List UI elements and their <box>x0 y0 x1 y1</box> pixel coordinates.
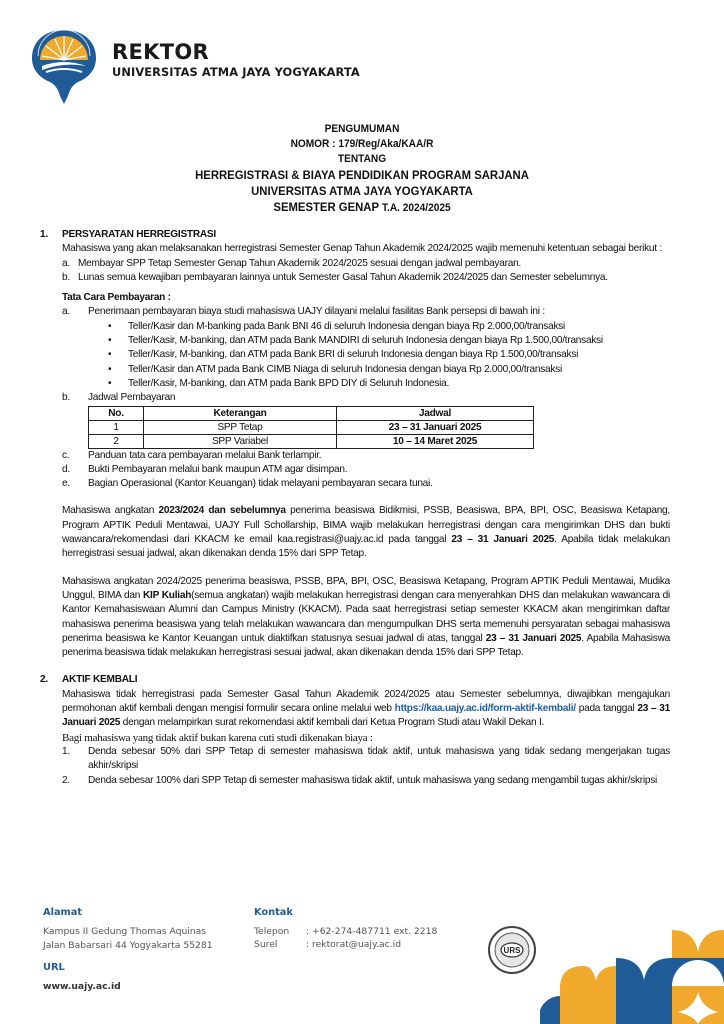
scholarship-paragraph-1: Mahasiswa angkatan 2023/2024 dan sebelumnya penerima beasiswa Bidikmisi, PSSB, Beasiswa, BPA, BPI, OSC, Beasiswa Ketapang, Program APTIK Peduli Mentawai, UAJY Full Schollarship, BIMA wajib melakukan herregistrasi dengan cara mengirimkan DHS dan bukti wawancara/rekomendasi dari KKACM ke email kaa.registrasi@uajy.ac.id pada tanggal 23 – 31 Januari 2025. Apabila tidak melakukan herregistrasi sesuai jadwal, akan dikenakan denda 15% dari SPP Tetap. <box>62 505 670 560</box>
address-line: Jalan Babarsari 44 Yogyakarta 55281 <box>43 940 213 951</box>
decorative-corner-pattern <box>540 900 724 1024</box>
email-label: Surel <box>254 939 278 950</box>
bullet-icon: • <box>108 363 112 375</box>
letterhead-title: REKTOR <box>112 40 209 64</box>
list-item: c. Panduan tata cara pembayaran melalui Bank terlampir. <box>62 449 322 461</box>
list-item: b. Jadwal Pembayaran <box>62 392 176 404</box>
table-row <box>89 434 534 448</box>
bullet-icon: • <box>108 320 112 332</box>
email-value[interactable]: : rektorat@uajy.ac.id <box>306 939 402 950</box>
section-2-title <box>40 673 670 687</box>
list-item: a. Membayar SPP Tetap Semester Genap Tahun Akademik 2024/2025 sesuai dengan jadwal pembayaran. <box>62 257 521 269</box>
section-title-text: PERSYARATAN HERREGISTRASI <box>62 229 216 240</box>
university-name: UNIVERSITAS ATMA JAYA YOGYAKARTA <box>251 184 473 198</box>
list-item: 1. Denda sebesar 50% dari SPP Tetap di semester mahasiswa tidak aktif, untuk mahasiswa yang tidak sedang mengerjakan tugas akhir/skripsi <box>62 745 670 772</box>
footer-address <box>43 906 213 994</box>
svg-text:URS: URS <box>503 946 521 955</box>
reactivation-paragraph: Mahasiswa tidak herregistrasi pada Semester Gasal Tahun Akademik 2024/2025 atau Semester sebelumnya, diwajibkan mengajukan permohonan aktif kembali dengan mengisi formulir secara online melalui web https://kaa.uajy.ac.id/form-aktif-kembali/ pada tanggal 23 – 31 Januari 2025 dengan melampirkan surat rekomendasi aktif kembali dari Ketua Program Studi atau Wakil Dekan I. <box>62 688 670 729</box>
table-cell: 2 <box>89 434 144 448</box>
announcement-heading <box>29 122 695 216</box>
bank-list-item: • Teller/Kasir, M-banking, dan ATM pada Bank MANDIRI di seluruh Indonesia dengan biaya Rp 1.500,00/transaksi <box>62 334 670 348</box>
section-1-intro: Mahasiswa yang akan melaksanakan herregistrasi Semester Genap Tahun Akademik 2024/2025 wajib memenuhi ketentuan sebagai berikut : <box>62 243 662 255</box>
list-item: 2. Denda sebesar 100% dari SPP Tetap di semester mahasiswa tidak aktif, untuk mahasiswa yang sedang mengambil tugas akhir/skripsi <box>62 774 658 786</box>
semester-label: SEMESTER GENAP <box>273 200 382 214</box>
bank-list-item: • Teller/Kasir, M-banking, dan ATM pada Bank BPD DIY di Seluruh Indonesia. <box>62 377 670 391</box>
letterhead <box>112 40 360 79</box>
list-item: d. Bukti Pembayaran melalui bank maupun ATM agar disimpan. <box>62 463 348 475</box>
column-header: Jadwal <box>337 406 534 420</box>
table-header-row <box>89 406 534 420</box>
section-number: 1. <box>40 229 48 240</box>
bullet-icon: • <box>108 335 112 347</box>
reactivation-form-link[interactable]: https://kaa.uajy.ac.id/form-aktif-kembali/ <box>394 703 576 715</box>
academic-year: T.A. 2024/2025 <box>381 202 451 214</box>
announcement-number: NOMOR : 179/Reg/Aka/KAA/R <box>290 138 434 150</box>
document-body <box>40 228 670 788</box>
heading-line-1: PENGUMUMAN <box>324 123 400 135</box>
address-line: Kampus II Gedung Thomas Aquinas <box>43 926 207 937</box>
bank-list-item: • Teller/Kasir, M-banking, dan ATM pada Bank BRI di seluruh Indonesia dengan biaya Rp 1.500,00/transaksi <box>62 348 670 362</box>
phone-value: : +62-274-487711 ext. 2218 <box>306 926 438 937</box>
payment-procedure-title: Tata Cara Pembayaran : <box>62 292 171 304</box>
uajy-logo-icon <box>28 26 100 106</box>
bank-list-item: • Teller/Kasir dan ATM pada Bank CIMB Niaga di seluruh Indonesia dengan biaya Rp 2.000,00/transaksi <box>62 363 670 377</box>
list-item: e. Bagian Operasional (Kantor Keuangan) tidak melayani pembayaran secara tunai. <box>62 478 433 490</box>
table-cell: 23 – 31 Januari 2025 <box>337 420 534 434</box>
list-item: b. Lunas semua kewajiban pembayaran lainnya untuk Semester Gasal Tahun Akademik 2024/2025 dan Semester sebelumnya. <box>62 271 608 283</box>
column-header: No. <box>89 406 144 420</box>
table-cell: SPP Tetap <box>144 420 337 434</box>
address-title: Alamat <box>43 907 83 918</box>
semester-line <box>29 199 695 216</box>
column-header: Keterangan <box>144 406 337 420</box>
heading-line-3: TENTANG <box>337 153 387 165</box>
payment-schedule-table <box>88 406 534 449</box>
announcement-subject: HERREGISTRASI & BIAYA PENDIDIKAN PROGRAM SARJANA <box>195 168 529 182</box>
letterhead-subtitle: UNIVERSITAS ATMA JAYA YOGYAKARTA <box>112 65 360 79</box>
bullet-icon: • <box>108 349 112 361</box>
section-title-text: AKTIF KEMBALI <box>62 674 138 686</box>
table-cell: 1 <box>89 420 144 434</box>
bank-list-item: • Teller/Kasir dan M-banking pada Bank BNI 46 di seluruh Indonesia dengan biaya Rp 2.000,00/transaksi <box>62 320 670 334</box>
table-cell: 10 – 14 Maret 2025 <box>337 434 534 448</box>
section-1-title <box>40 228 670 242</box>
list-item: a. Penerimaan pembayaran biaya studi mahasiswa UAJY dilayani melalui fasilitas Bank persepsi di bawah ini : <box>62 306 545 318</box>
website-link[interactable]: www.uajy.ac.id <box>43 981 121 992</box>
table-cell: SPP Variabel <box>144 434 337 448</box>
fee-intro: Bagi mahasiswa yang tidak aktif bukan karena cuti studi dikenakan biaya : <box>62 731 373 744</box>
table-row <box>89 420 534 434</box>
footer-contact <box>254 906 437 950</box>
urs-certification-seal-icon <box>488 926 536 974</box>
bullet-icon: • <box>108 377 112 389</box>
phone-label: Telepon <box>254 926 290 937</box>
section-number: 2. <box>40 674 48 686</box>
scholarship-paragraph-2: Mahasiswa angkatan 2024/2025 penerima beasiswa, PSSB, BPA, BPI, OSC, Beasiswa Ketapang, Program APTIK Peduli Mentawai, Mudika Unggul, BIMA dan KIP Kuliah(semua angkatan) wajib melakukan herregistrasi dengan cara menyerahkan DHS dan melakukan wawancara di Kantor Kemahasiswaan Alumni dan Campus Ministry (KKACM). Pada saat herregistrasi setiap semester KKACM akan mengirimkan daftar mahasiswa penerima beasiswa yang telah melakukan wawancara dan mengumpulkan DHS serta memenuhi persyaratan sebagai mahasiswa penerima beasiswa ke Kantor Keuangan untuk diaktifkan statusnya sesuai jadwal di atas, tanggal 23 – 31 Januari 2025. Apabila Mahasiswa penerima beasiswa tidak melakukan herregistrasi sesuai jadwal, akan dikenakan denda 15% dari SPP Tetap. <box>62 575 670 659</box>
url-title: URL <box>43 962 65 973</box>
contact-title: Kontak <box>254 907 293 918</box>
